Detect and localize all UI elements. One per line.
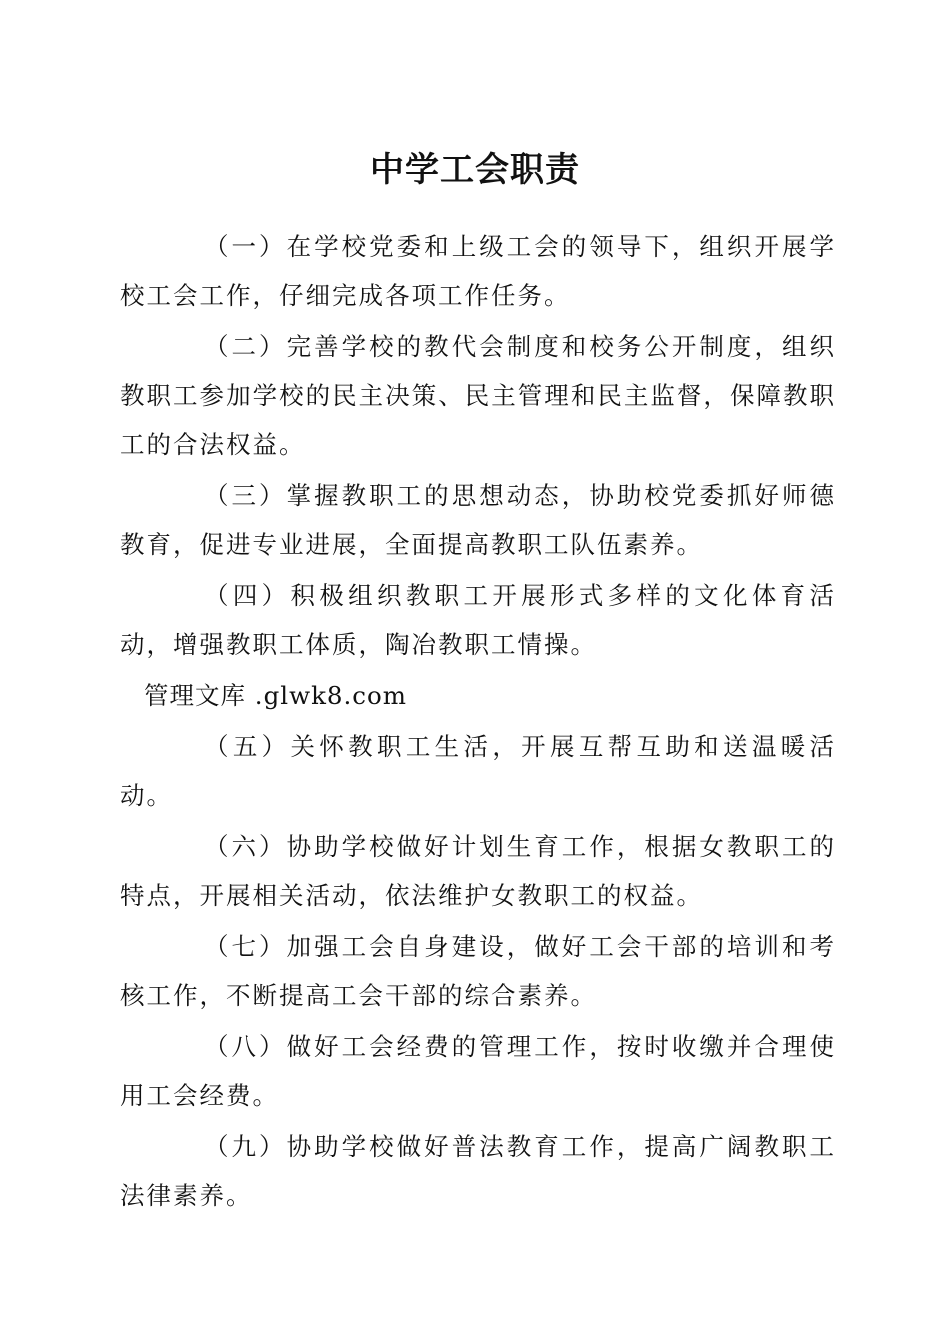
paragraph-2: （二）完善学校的教代会制度和校务公开制度，组织教职工参加学校的民主决策、民主管理和民主监督，保障教职工的合法权益。 xyxy=(120,332,836,459)
document-body xyxy=(120,222,836,1222)
paragraph-1: （一）在学校党委和上级工会的领导下，组织开展学校工会工作，仔细完成各项工作任务。 xyxy=(120,232,836,310)
paragraph-8: （八）做好工会经费的管理工作，按时收缴并合理使用工会经费。 xyxy=(120,1032,836,1110)
paragraph-5: （五）关怀教职工生活，开展互帮互助和送温暖活动。 xyxy=(120,732,836,810)
document-title: 中学工会职责 xyxy=(370,150,580,190)
source-note: 管理文库 .glwk8.com xyxy=(144,681,407,710)
paragraph-9: （九）协助学校做好普法教育工作，提高广阔教职工法律素养。 xyxy=(120,1132,836,1210)
paragraph-4: （四）积极组织教职工开展形式多样的文化体育活动，增强教职工体质，陶冶教职工情操。 xyxy=(120,581,836,659)
paragraph-7: （七）加强工会自身建设，做好工会干部的培训和考核工作，不断提高工会干部的综合素养。 xyxy=(120,932,836,1010)
paragraph-6: （六）协助学校做好计划生育工作，根据女教职工的特点，开展相关活动，依法维护女教职工的权益。 xyxy=(120,832,836,910)
paragraph-3: （三）掌握教职工的思想动态，协助校党委抓好师德教育，促进专业进展，全面提高教职工队伍素养。 xyxy=(120,481,836,559)
